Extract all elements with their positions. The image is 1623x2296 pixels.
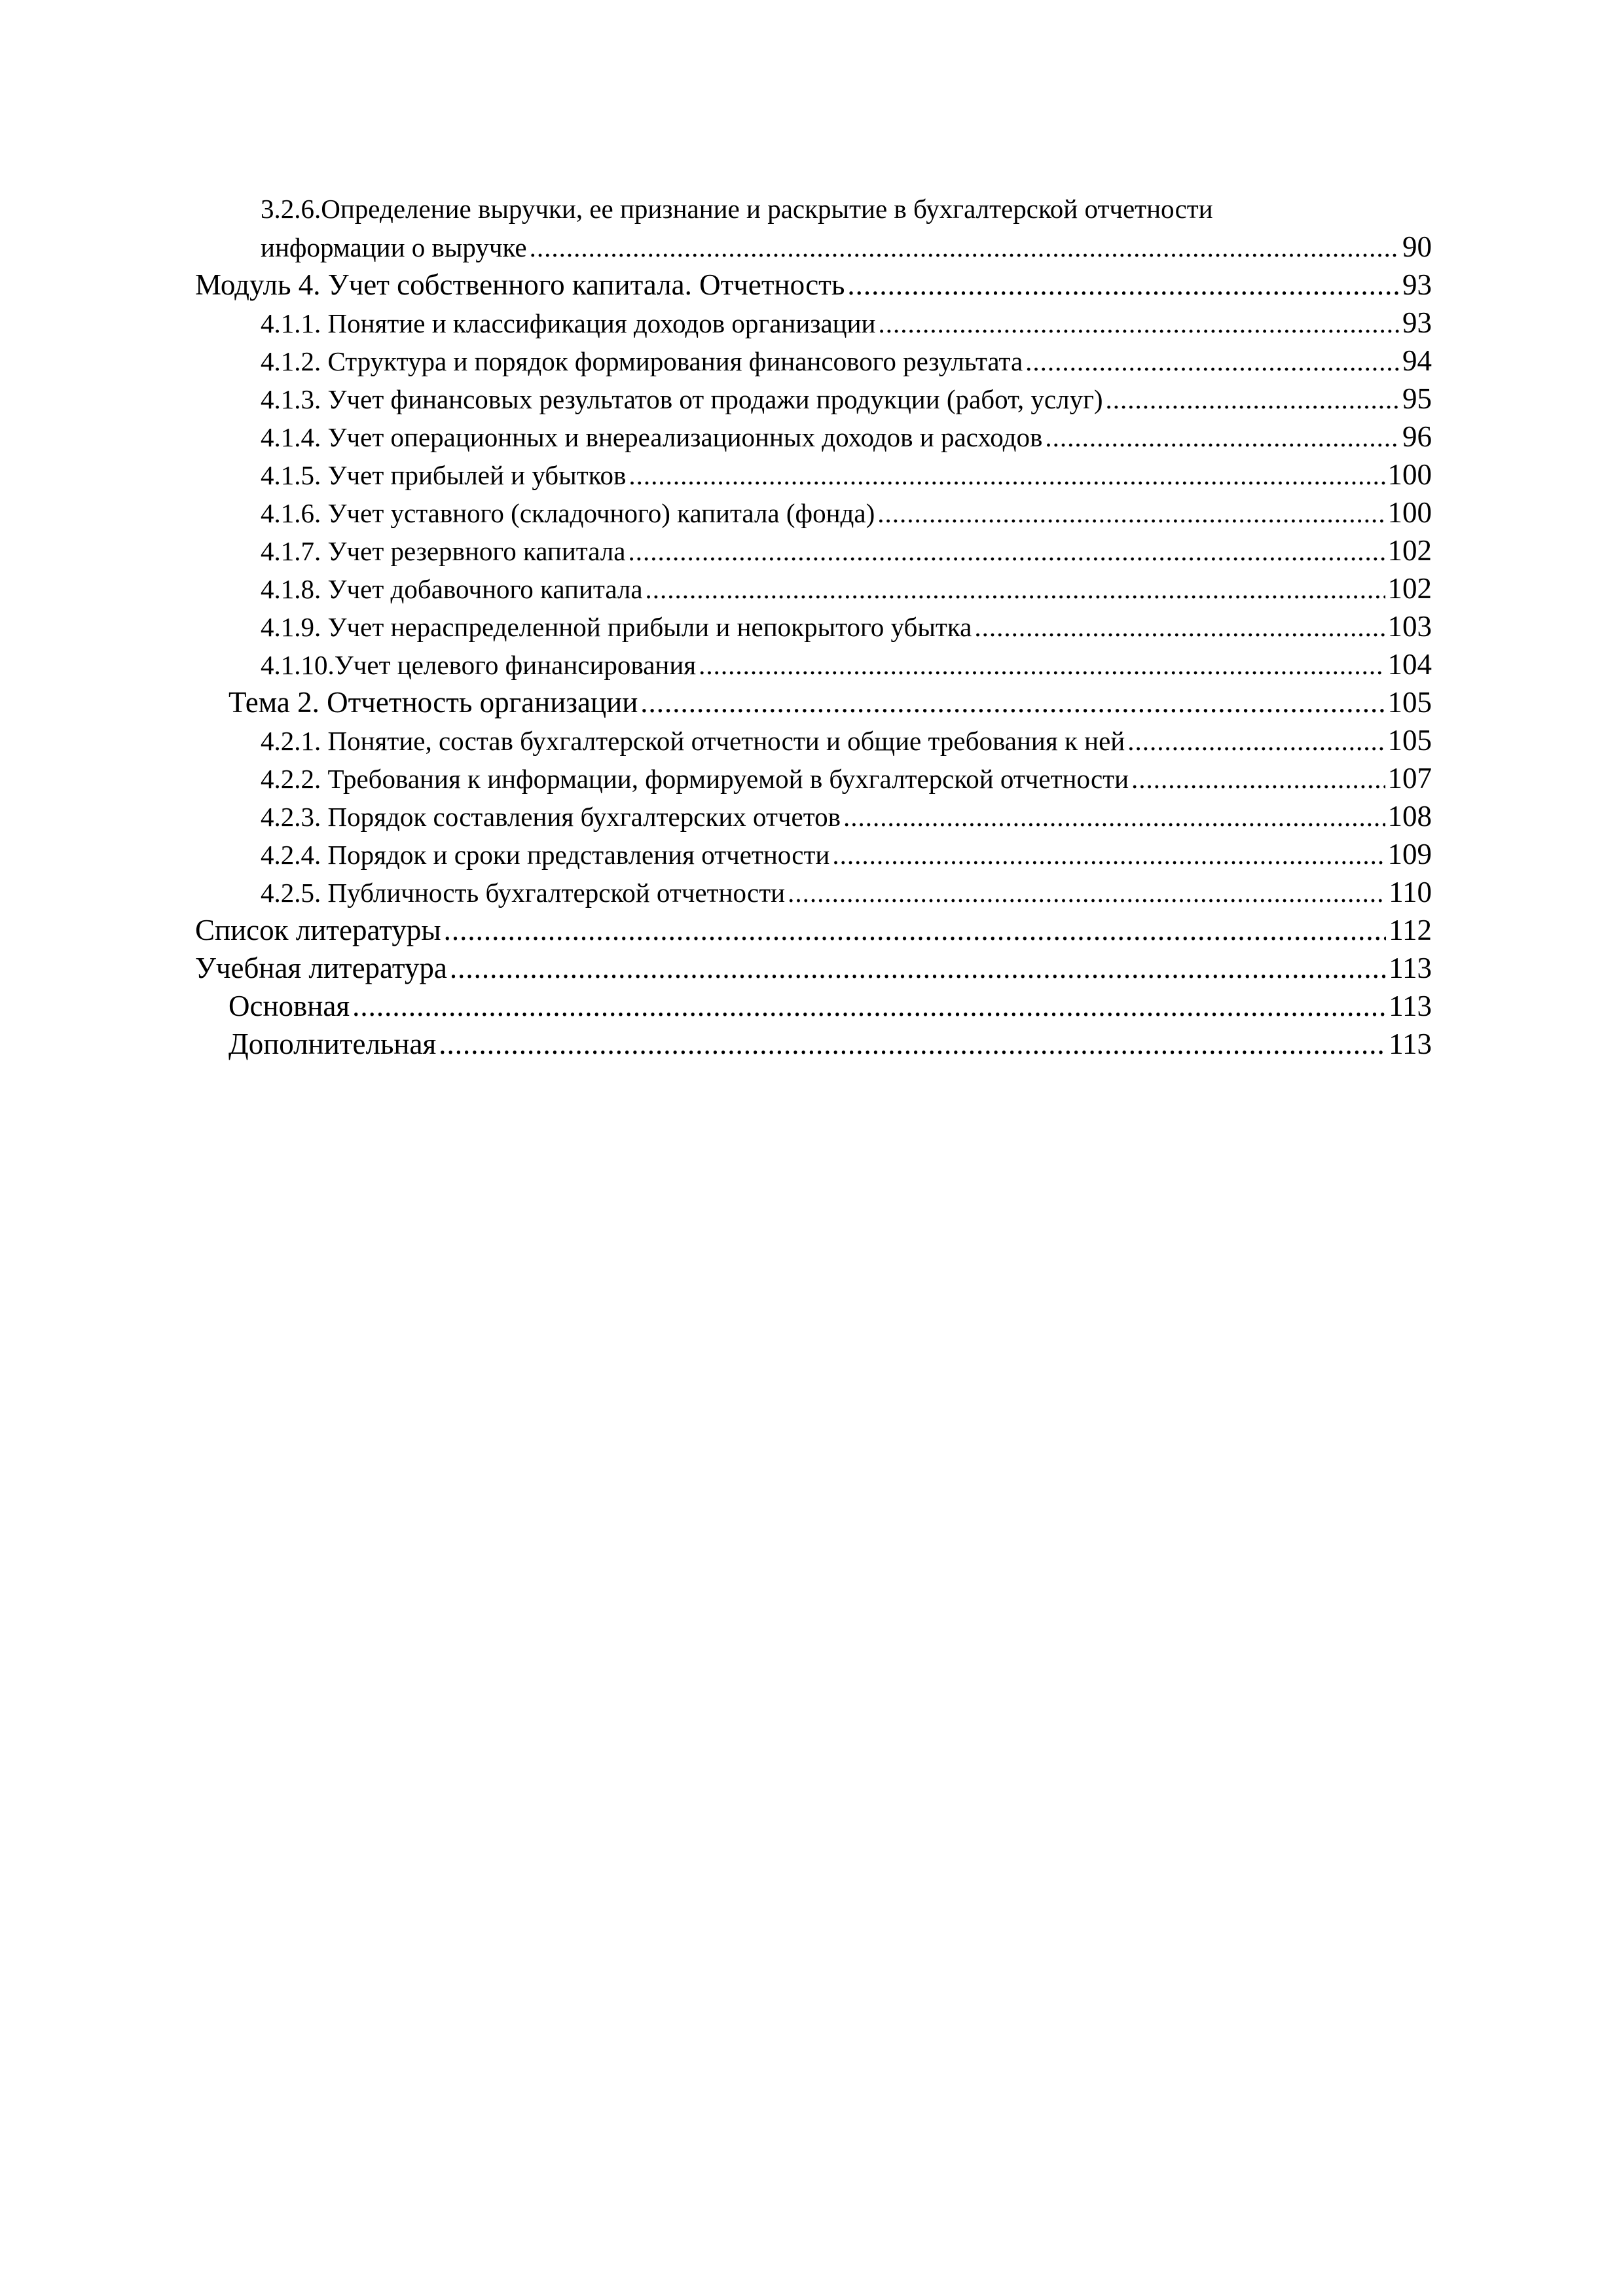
- toc-entry-title-line2: информации о выручке: [261, 232, 527, 262]
- toc-entry-4-2-1: [261, 721, 1432, 759]
- toc-leader-dots: [352, 987, 1386, 1025]
- toc-leader-dots: [832, 836, 1385, 874]
- toc-entry-4-1-5: [261, 456, 1432, 493]
- toc-page-number: 105: [1387, 686, 1432, 719]
- toc-leader-dots: [530, 228, 1400, 266]
- toc-entry-references: [195, 911, 1432, 949]
- toc-page-number: 102: [1387, 534, 1432, 567]
- toc-leader-dots: [1131, 760, 1385, 798]
- toc-entry-title: 4.1.1. Понятие и классификация доходов организации: [261, 308, 876, 338]
- toc-entry-title: Дополнительная: [228, 1028, 437, 1060]
- toc-entry-title: Тема 2. Отчетность организации: [228, 686, 638, 719]
- toc-leader-dots: [699, 646, 1385, 684]
- toc-entry-4-1-1: [261, 304, 1432, 342]
- toc-leader-dots: [629, 456, 1385, 494]
- toc-entry-4-2-2: [261, 759, 1432, 797]
- toc-leader-dots: [847, 266, 1400, 304]
- toc-leader-dots: [1025, 342, 1400, 380]
- toc-entry-4-1-6: [261, 493, 1432, 531]
- toc-entry-title: 4.1.4. Учет операционных и внереализационных доходов и расходов: [261, 422, 1043, 452]
- toc-entry-4-1-10: [261, 645, 1432, 683]
- toc-leader-dots: [877, 494, 1385, 532]
- toc-entry-title: 4.2.4. Порядок и сроки представления отчетности: [261, 840, 830, 870]
- toc-entry-4-1-8: [261, 569, 1432, 607]
- toc-page-number: 100: [1387, 458, 1432, 491]
- toc-entry-4-2-5: [261, 873, 1432, 911]
- toc-entry-4-1-9: [261, 607, 1432, 645]
- toc-entry-title: 4.1.9. Учет нераспределенной прибыли и непокрытого убытка: [261, 612, 972, 642]
- toc-entry-4-1-2: [261, 342, 1432, 380]
- toc-entry-title: 4.1.10.Учет целевого финансирования: [261, 650, 697, 680]
- toc-entry-4-2-3: [261, 797, 1432, 835]
- toc-entry-4-1-7: [261, 531, 1432, 569]
- toc-leader-dots: [1045, 418, 1400, 456]
- toc-page-number: 94: [1402, 344, 1432, 377]
- toc-leader-dots: [646, 570, 1385, 608]
- toc-entry-title: 4.2.2. Требования к информации, формируемой в бухгалтерской отчетности: [261, 764, 1129, 794]
- toc-leader-dots: [439, 1025, 1386, 1063]
- toc-leader-dots: [640, 683, 1385, 721]
- toc-leader-dots: [1127, 722, 1385, 760]
- toc-leader-dots: [843, 798, 1385, 836]
- toc-leader-dots: [879, 304, 1400, 342]
- toc-page-number: 107: [1387, 762, 1432, 795]
- toc-entry-line2: [261, 228, 1432, 266]
- toc-entry-title: 4.1.2. Структура и порядок формирования финансового результата: [261, 346, 1023, 376]
- toc-entry-main-literature: [228, 987, 1432, 1025]
- toc-page-number: 104: [1387, 648, 1432, 681]
- toc-page-number: 96: [1402, 420, 1432, 453]
- toc-entry-title: 4.1.6. Учет уставного (складочного) капитала (фонда): [261, 498, 875, 528]
- toc-page-number: 108: [1387, 800, 1432, 833]
- toc-entry-additional-literature: [228, 1025, 1432, 1063]
- toc-entry-4-2-4: [261, 835, 1432, 873]
- toc-page-number: 90: [1402, 230, 1432, 263]
- toc-entry-topic-2: [228, 683, 1432, 721]
- toc-entry-title: Модуль 4. Учет собственного капитала. Отчетность: [195, 268, 845, 301]
- toc-page-number: 103: [1387, 610, 1432, 643]
- toc-entry-title: 4.2.3. Порядок составления бухгалтерских отчетов: [261, 802, 841, 832]
- toc-page-number: 93: [1402, 306, 1432, 339]
- toc-entry-title: 4.2.1. Понятие, состав бухгалтерской отчетности и общие требования к ней: [261, 726, 1125, 756]
- toc-entry-title: Основная: [228, 990, 350, 1022]
- toc-leader-dots: [444, 911, 1387, 949]
- toc-leader-dots: [1106, 380, 1400, 418]
- toc-page-number: 110: [1389, 876, 1432, 908]
- toc-page-number: 113: [1389, 1028, 1432, 1060]
- toc-leader-dots: [450, 949, 1386, 987]
- toc-page-number: 93: [1402, 268, 1432, 301]
- toc-entry-title: 4.1.3. Учет финансовых результатов от продажи продукции (работ, услуг): [261, 384, 1103, 414]
- toc-page-number: 95: [1402, 382, 1432, 415]
- toc-entry-4-1-4: [261, 418, 1432, 456]
- toc-page-number: 113: [1389, 990, 1432, 1022]
- toc-entry-4-1-3: [261, 380, 1432, 418]
- toc-entry-title: Список литературы: [195, 914, 441, 946]
- toc-page-number: 105: [1387, 724, 1432, 757]
- toc-leader-dots: [974, 608, 1385, 646]
- toc-page-number: 100: [1387, 496, 1432, 529]
- toc-entry-educational-literature: [195, 949, 1432, 987]
- toc-entry-title: 4.2.5. Публичность бухгалтерской отчетности: [261, 878, 786, 908]
- toc-leader-dots: [628, 532, 1385, 570]
- toc-page-number: 109: [1387, 838, 1432, 870]
- toc-page-number: 112: [1389, 914, 1432, 946]
- toc-leader-dots: [788, 874, 1386, 912]
- toc-entry-title-line1: 3.2.6.Определение выручки, ее признание и раскрытие в бухгалтерской отчетности: [261, 194, 1213, 224]
- toc-entry-title: 4.1.8. Учет добавочного капитала: [261, 574, 643, 604]
- toc-page-number: 113: [1389, 952, 1432, 984]
- toc-entry-title: 4.1.5. Учет прибылей и убытков: [261, 460, 627, 490]
- toc-page-number: 102: [1387, 572, 1432, 605]
- toc-entry-module-4: [195, 266, 1432, 304]
- toc-entry-title: 4.1.7. Учет резервного капитала: [261, 536, 626, 566]
- toc-entry-title: Учебная литература: [195, 952, 447, 984]
